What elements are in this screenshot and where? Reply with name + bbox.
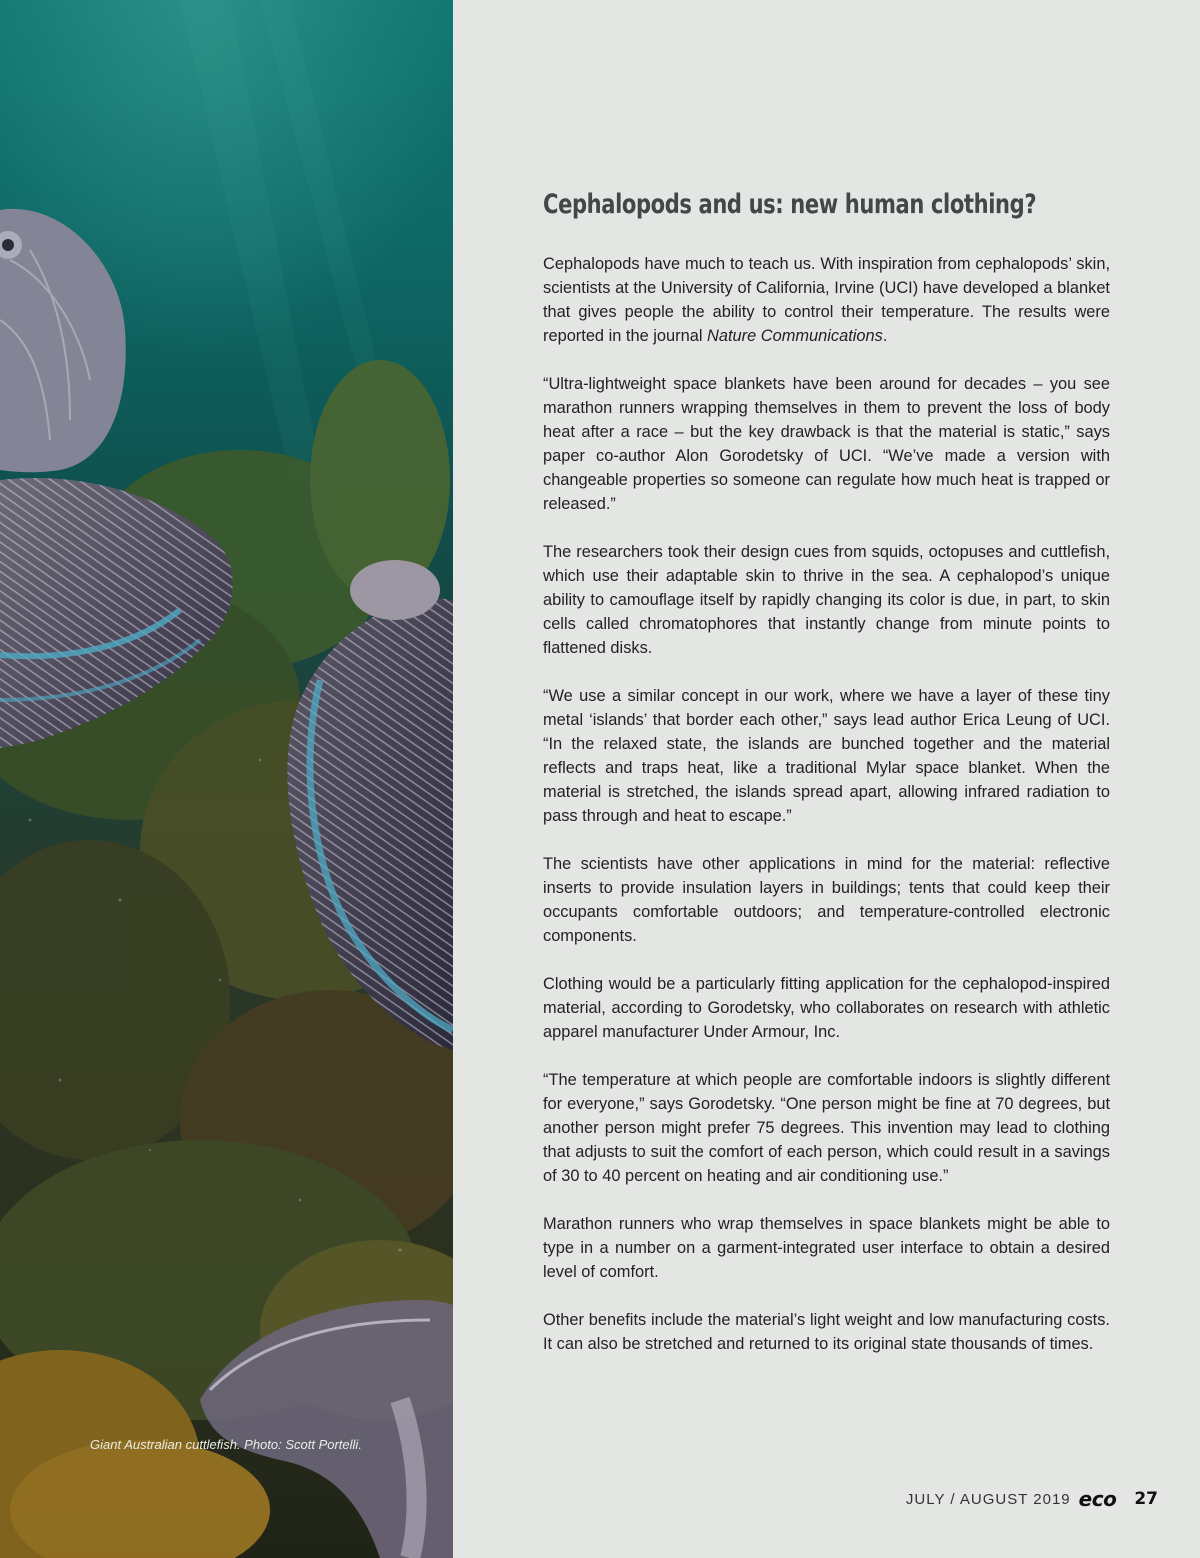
article-paragraph-7: “The temperature at which people are comfortable indoors is slightly different for everyone,” says Gorodetsky. “One person might be fine at 70 degrees, but another person might prefer 75 degrees. This invention may lead to clothing that adjusts to suit the comfort of each person, which could result in a savings of 30 to 40 percent on heating and air conditioning use.” bbox=[543, 1071, 1110, 1185]
page-number: 27 bbox=[1134, 1489, 1158, 1509]
article-paragraph-2: “Ultra-lightweight space blankets have been around for decades – you see marathon runners wrapping themselves in them to prevent the loss of body heat after a race – but the key drawback is that the material is static,” says paper co-author Alon Gorodetsky of UCI. “We’ve made a version with changeable properties so someone can regulate how much heat is trapped or released.” bbox=[543, 375, 1110, 513]
article-paragraph-5: The scientists have other applications in mind for the material: reflective inserts to provide insulation layers in buildings; tents that could keep their occupants comfortable outdoors; and temperature-controlled electronic components. bbox=[543, 855, 1110, 945]
article-paragraph-9: Other benefits include the material’s light weight and low manufacturing costs. It can also be stretched and returned to its original state thousands of times. bbox=[543, 1311, 1110, 1353]
page-footer bbox=[906, 1487, 1158, 1511]
journal-name: Nature Communications bbox=[707, 327, 883, 345]
photo-caption: Giant Australian cuttlefish. Photo: Scott Portelli. bbox=[90, 1437, 362, 1452]
article bbox=[543, 185, 1110, 1380]
paragraph-1-text: Cephalopods have much to teach us. With inspiration from cephalopods’ skin, scientists at the University of California, Irvine (UCI) have developed a blanket that gives people the ability to control their temperature. The results were reported in the journal bbox=[543, 255, 1110, 345]
cuttlefish-illustration bbox=[0, 0, 453, 1558]
article-headline: Cephalopods and us: new human clothing? bbox=[543, 189, 1037, 220]
article-paragraph-6: Clothing would be a particularly fitting application for the cephalopod-inspired material, according to Gorodetsky, who collaborates on research with athletic apparel manufacturer Under Armour, Inc. bbox=[543, 975, 1110, 1041]
article-paragraph-1 bbox=[543, 252, 1110, 348]
magazine-logo: eco bbox=[1078, 1487, 1117, 1511]
article-paragraph-3: The researchers took their design cues from squids, octopuses and cuttlefish, which use their adaptable skin to thrive in the sea. A cephalopod’s unique ability to camouflage itself by rapidly changing its color is due, in part, to skin cells called chromatophores that instantly change from minute points to flattened disks. bbox=[543, 543, 1110, 657]
cuttlefish-photo bbox=[0, 0, 453, 1558]
issue-date: JULY / AUGUST 2019 bbox=[905, 1490, 1071, 1508]
article-paragraph-4: “We use a similar concept in our work, where we have a layer of these tiny metal ‘islands’ that border each other,” says lead author Erica Leung of UCI. “In the relaxed state, the islands are bunched together and the material reflects and traps heat, like a traditional Mylar space blanket. When the material is stretched, the islands spread apart, allowing infrared radiation to pass through and heat to escape.” bbox=[543, 687, 1110, 825]
paragraph-1-end: . bbox=[882, 327, 888, 345]
article-paragraph-8: Marathon runners who wrap themselves in space blankets might be able to type in a number on a garment-integrated user interface to obtain a desired level of comfort. bbox=[543, 1215, 1110, 1281]
